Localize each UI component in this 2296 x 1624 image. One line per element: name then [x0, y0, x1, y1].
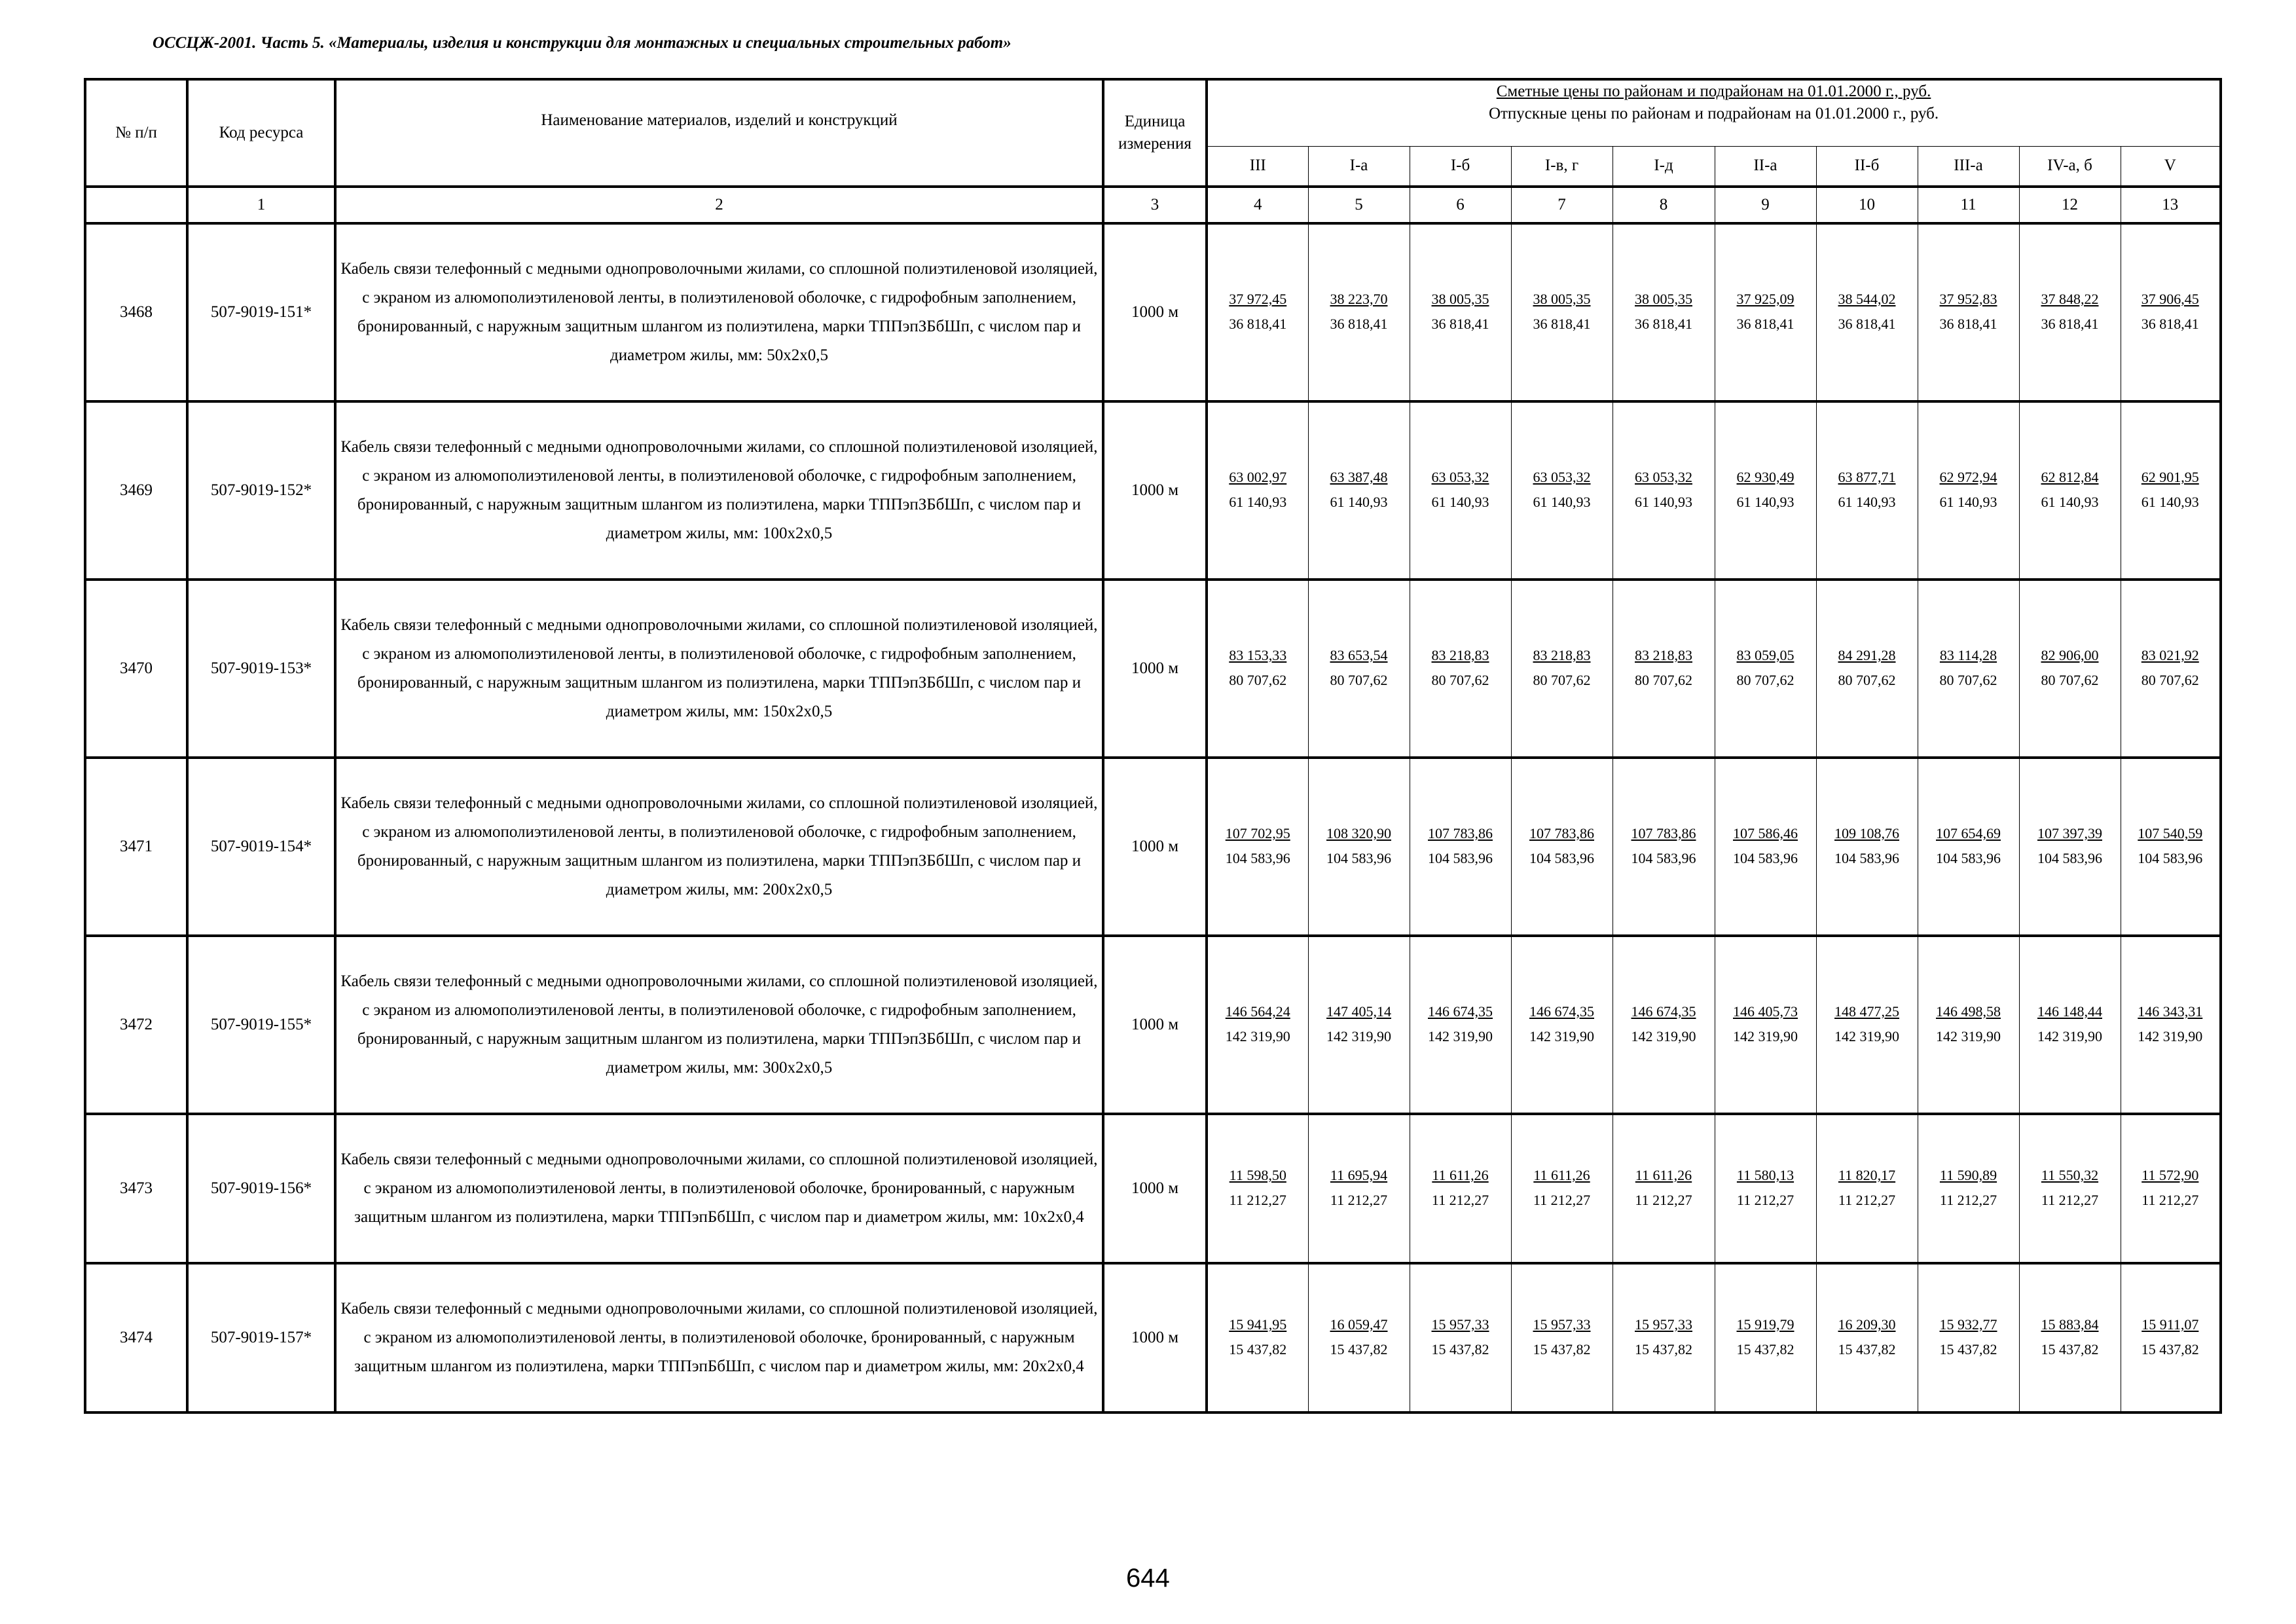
- estimate-price: 146 498,58: [1936, 1003, 2001, 1020]
- column-number: 11: [1918, 187, 2019, 223]
- release-price: 15 437,82: [2041, 1341, 2099, 1357]
- estimate-price: 37 952,83: [1939, 291, 1997, 307]
- release-price: 80 707,62: [1431, 672, 1489, 688]
- header-prices-estimate: Сметные цены по районам и подрайонам на 01.01.2000 г., руб.: [1496, 83, 1931, 100]
- price-cell: [1715, 1263, 1816, 1412]
- unit-of-measure: 1000 м: [1103, 580, 1207, 758]
- header-row: [85, 79, 2221, 146]
- release-price: 80 707,62: [1635, 672, 1692, 688]
- price-cell: [1308, 580, 1410, 758]
- release-price: 36 818,41: [1431, 316, 1489, 332]
- resource-code: 507-9019-151*: [187, 223, 335, 401]
- estimate-price: 62 972,94: [1939, 469, 1997, 485]
- price-cell: [1918, 401, 2019, 580]
- page-number: 644: [1126, 1564, 1170, 1593]
- material-name: Кабель связи телефонный с медными однопроволочными жилами, со сплошной полиэтиленовой изоляцией, с экраном из алюмополиэтиленовой ленты, в полиэтиленовой оболочке, бронированный, с наружным защитным шлангом из полиэтилена, марки ТППэпБбШп, с числом пар и диаметром жилы, мм: 10х2х0,4: [335, 1114, 1103, 1263]
- price-cell: [1918, 223, 2019, 401]
- column-number: 2: [335, 187, 1103, 223]
- price-cell: [1613, 1263, 1715, 1412]
- price-cell: [1308, 1263, 1410, 1412]
- price-cell: [1715, 1114, 1816, 1263]
- price-cell: [1308, 936, 1410, 1114]
- estimate-price: 146 674,35: [1529, 1003, 1594, 1020]
- material-name: Кабель связи телефонный с медными однопроволочными жилами, со сплошной полиэтиленовой изоляцией, с экраном из алюмополиэтиленовой ленты, в полиэтиленовой оболочке, с гидрофобным заполнением, бронированный, с наружным защитным шлангом из полиэтилена, марки ТППэпЗБбШп, с числом пар и диаметром жилы, мм: 300х2х0,5: [335, 936, 1103, 1114]
- estimate-price: 109 108,76: [1834, 825, 1899, 841]
- price-cell: [1410, 401, 1511, 580]
- price-cell: [1207, 223, 1308, 401]
- release-price: 36 818,41: [1736, 316, 1795, 332]
- column-number: 3: [1103, 187, 1207, 223]
- table-row: [85, 758, 2221, 936]
- estimate-price: 37 848,22: [2041, 291, 2099, 307]
- price-cell: [1816, 1263, 1918, 1412]
- estimate-price: 38 223,70: [1330, 291, 1388, 307]
- price-cell: [1613, 223, 1715, 401]
- estimate-price: 11 820,17: [1838, 1167, 1896, 1183]
- estimate-price: 15 919,79: [1736, 1316, 1795, 1333]
- release-price: 142 319,90: [1631, 1028, 1696, 1044]
- release-price: 104 583,96: [2138, 850, 2203, 866]
- price-cell: [1613, 758, 1715, 936]
- release-price: 36 818,41: [1330, 316, 1388, 332]
- price-cell: [1308, 1114, 1410, 1263]
- estimate-price: 16 059,47: [1330, 1316, 1388, 1333]
- release-price: 80 707,62: [1939, 672, 1997, 688]
- estimate-price: 146 148,44: [2037, 1003, 2102, 1020]
- price-cell: [1816, 580, 1918, 758]
- resource-code: 507-9019-152*: [187, 401, 335, 580]
- row-number: 3469: [85, 401, 187, 580]
- material-name: Кабель связи телефонный с медными однопроволочными жилами, со сплошной полиэтиленовой изоляцией, с экраном из алюмополиэтиленовой ленты, в полиэтиленовой оболочке, с гидрофобным заполнением, бронированный, с наружным защитным шлангом из полиэтилена, марки ТППэпЗБбШп, с числом пар и диаметром жилы, мм: 100х2х0,5: [335, 401, 1103, 580]
- column-number: 10: [1816, 187, 1918, 223]
- column-number: 1: [187, 187, 335, 223]
- unit-of-measure: 1000 м: [1103, 1263, 1207, 1412]
- resource-code: 507-9019-153*: [187, 580, 335, 758]
- estimate-price: 147 405,14: [1326, 1003, 1391, 1020]
- release-price: 142 319,90: [1326, 1028, 1391, 1044]
- estimate-price: 146 674,35: [1428, 1003, 1493, 1020]
- estimate-price: 107 540,59: [2138, 825, 2203, 841]
- release-price: 36 818,41: [1229, 316, 1287, 332]
- estimate-price: 63 387,48: [1330, 469, 1388, 485]
- estimate-price: 15 957,33: [1431, 1316, 1489, 1333]
- region-header: II-б: [1816, 146, 1918, 187]
- release-price: 11 212,27: [1939, 1192, 1997, 1208]
- estimate-price: 107 783,86: [1428, 825, 1493, 841]
- release-price: 142 319,90: [1529, 1028, 1594, 1044]
- estimate-price: 107 783,86: [1529, 825, 1594, 841]
- release-price: 11 212,27: [1635, 1192, 1692, 1208]
- estimate-price: 15 957,33: [1533, 1316, 1591, 1333]
- release-price: 80 707,62: [1229, 672, 1287, 688]
- region-header: III: [1207, 146, 1308, 187]
- row-number: 3474: [85, 1263, 187, 1412]
- column-number: 13: [2121, 187, 2221, 223]
- estimate-price: 83 021,92: [2141, 647, 2199, 663]
- release-price: 15 437,82: [2141, 1341, 2199, 1357]
- price-cell: [1918, 1263, 2019, 1412]
- price-cell: [2121, 223, 2221, 401]
- estimate-price: 11 590,89: [1939, 1167, 1997, 1183]
- estimate-price: 16 209,30: [1838, 1316, 1896, 1333]
- estimate-price: 15 957,33: [1635, 1316, 1692, 1333]
- estimate-price: 11 598,50: [1229, 1167, 1286, 1183]
- release-price: 15 437,82: [1330, 1341, 1388, 1357]
- price-cell: [1816, 758, 1918, 936]
- release-price: 104 583,96: [1326, 850, 1391, 866]
- price-cell: [1613, 936, 1715, 1114]
- release-price: 104 583,96: [1936, 850, 2001, 866]
- release-price: 104 583,96: [2037, 850, 2102, 866]
- unit-of-measure: 1000 м: [1103, 223, 1207, 401]
- estimate-price: 63 002,97: [1229, 469, 1287, 485]
- release-price: 80 707,62: [1736, 672, 1795, 688]
- header-num: № п/п: [85, 79, 187, 187]
- price-cell: [1715, 758, 1816, 936]
- release-price: 11 212,27: [1838, 1192, 1896, 1208]
- release-price: 61 140,93: [1229, 494, 1287, 510]
- price-cell: [1613, 580, 1715, 758]
- release-price: 61 140,93: [1431, 494, 1489, 510]
- header-prices: [1207, 79, 2221, 146]
- estimate-price: 107 397,39: [2037, 825, 2102, 841]
- release-price: 15 437,82: [1736, 1341, 1795, 1357]
- material-name: Кабель связи телефонный с медными однопроволочными жилами, со сплошной полиэтиленовой изоляцией, с экраном из алюмополиэтиленовой ленты, в полиэтиленовой оболочке, с гидрофобным заполнением, бронированный, с наружным защитным шлангом из полиэтилена, марки ТППэпЗБбШп, с числом пар и диаметром жилы, мм: 50х2х0,5: [335, 223, 1103, 401]
- estimate-price: 62 930,49: [1736, 469, 1795, 485]
- estimate-price: 83 153,33: [1229, 647, 1287, 663]
- release-price: 142 319,90: [1428, 1028, 1493, 1044]
- release-price: 11 212,27: [1431, 1192, 1489, 1208]
- estimate-price: 83 653,54: [1330, 647, 1388, 663]
- price-cell: [1715, 936, 1816, 1114]
- price-cell: [1511, 401, 1613, 580]
- estimate-price: 146 405,73: [1733, 1003, 1798, 1020]
- price-cell: [1511, 758, 1613, 936]
- price-cell: [2019, 758, 2121, 936]
- price-cell: [1207, 580, 1308, 758]
- estimate-price: 37 925,09: [1736, 291, 1795, 307]
- column-number: 6: [1410, 187, 1511, 223]
- price-cell: [1715, 223, 1816, 401]
- release-price: 36 818,41: [1635, 316, 1692, 332]
- release-price: 80 707,62: [1330, 672, 1388, 688]
- price-cell: [1511, 1114, 1613, 1263]
- release-price: 104 583,96: [1529, 850, 1594, 866]
- price-cell: [2019, 580, 2121, 758]
- release-price: 61 140,93: [1330, 494, 1388, 510]
- release-price: 11 212,27: [2041, 1192, 2099, 1208]
- release-price: 15 437,82: [1939, 1341, 1997, 1357]
- release-price: 104 583,96: [1631, 850, 1696, 866]
- estimate-price: 11 611,26: [1533, 1167, 1590, 1183]
- release-price: 15 437,82: [1838, 1341, 1896, 1357]
- unit-of-measure: 1000 м: [1103, 936, 1207, 1114]
- estimate-price: 83 114,28: [1939, 647, 1997, 663]
- price-cell: [1613, 1114, 1715, 1263]
- release-price: 61 140,93: [1939, 494, 1997, 510]
- price-cell: [1207, 401, 1308, 580]
- estimate-price: 146 674,35: [1631, 1003, 1696, 1020]
- estimate-price: 107 702,95: [1225, 825, 1290, 841]
- estimate-price: 11 550,32: [2041, 1167, 2099, 1183]
- column-number: 7: [1511, 187, 1613, 223]
- estimate-price: 11 580,13: [1736, 1167, 1795, 1183]
- estimate-price: 15 883,84: [2041, 1316, 2099, 1333]
- estimate-price: 84 291,28: [1838, 647, 1896, 663]
- price-cell: [2019, 401, 2121, 580]
- table-row: [85, 1114, 2221, 1263]
- estimate-price: 38 544,02: [1838, 291, 1896, 307]
- row-number: 3473: [85, 1114, 187, 1263]
- price-cell: [2019, 1114, 2121, 1263]
- price-cell: [2019, 223, 2121, 401]
- release-price: 36 818,41: [2041, 316, 2099, 332]
- price-cell: [1410, 758, 1511, 936]
- release-price: 142 319,90: [1834, 1028, 1899, 1044]
- release-price: 61 140,93: [1736, 494, 1795, 510]
- material-name: Кабель связи телефонный с медными однопроволочными жилами, со сплошной полиэтиленовой изоляцией, с экраном из алюмополиэтиленовой ленты, в полиэтиленовой оболочке, бронированный, с наружным защитным шлангом из полиэтилена, марки ТППэпБбШп, с числом пар и диаметром жилы, мм: 20х2х0,4: [335, 1263, 1103, 1412]
- release-price: 36 818,41: [2141, 316, 2199, 332]
- table-row: [85, 936, 2221, 1114]
- header-code: Код ресурса: [187, 79, 335, 187]
- release-price: 15 437,82: [1533, 1341, 1591, 1357]
- release-price: 15 437,82: [1635, 1341, 1692, 1357]
- row-number: 3470: [85, 580, 187, 758]
- price-cell: [1613, 401, 1715, 580]
- price-cell: [1816, 223, 1918, 401]
- estimate-price: 107 586,46: [1733, 825, 1798, 841]
- price-cell: [1308, 223, 1410, 401]
- price-cell: [1715, 580, 1816, 758]
- release-price: 11 212,27: [1229, 1192, 1286, 1208]
- estimate-price: 37 906,45: [2141, 291, 2199, 307]
- price-cell: [1207, 936, 1308, 1114]
- region-header: II-а: [1715, 146, 1816, 187]
- region-header: IV-а, б: [2019, 146, 2121, 187]
- release-price: 104 583,96: [1733, 850, 1798, 866]
- estimate-price: 107 783,86: [1631, 825, 1696, 841]
- release-price: 11 212,27: [1736, 1192, 1795, 1208]
- release-price: 80 707,62: [1838, 672, 1896, 688]
- price-cell: [1410, 936, 1511, 1114]
- column-number: 4: [1207, 187, 1308, 223]
- column-number: 12: [2019, 187, 2121, 223]
- column-number: 8: [1613, 187, 1715, 223]
- estimate-price: 37 972,45: [1229, 291, 1287, 307]
- estimate-price: 63 877,71: [1838, 469, 1896, 485]
- price-cell: [1511, 580, 1613, 758]
- region-header: I-б: [1410, 146, 1511, 187]
- price-cell: [1410, 1263, 1511, 1412]
- estimate-price: 15 932,77: [1939, 1316, 1997, 1333]
- price-cell: [1410, 223, 1511, 401]
- release-price: 61 140,93: [1635, 494, 1692, 510]
- release-price: 15 437,82: [1431, 1341, 1489, 1357]
- estimate-price: 11 611,26: [1432, 1167, 1489, 1183]
- region-header: III-а: [1918, 146, 2019, 187]
- estimate-price: 107 654,69: [1936, 825, 2001, 841]
- release-price: 142 319,90: [2037, 1028, 2102, 1044]
- estimate-price: 38 005,35: [1533, 291, 1591, 307]
- estimate-price: 11 572,90: [2141, 1167, 2199, 1183]
- estimate-price: 11 611,26: [1635, 1167, 1692, 1183]
- price-cell: [1816, 1114, 1918, 1263]
- release-price: 61 140,93: [1838, 494, 1896, 510]
- region-header: I-д: [1613, 146, 1715, 187]
- price-cell: [1511, 223, 1613, 401]
- row-number: 3468: [85, 223, 187, 401]
- estimate-price: 38 005,35: [1635, 291, 1692, 307]
- price-cell: [1715, 401, 1816, 580]
- price-cell: [2121, 758, 2221, 936]
- release-price: 80 707,62: [2141, 672, 2199, 688]
- price-cell: [1918, 936, 2019, 1114]
- release-price: 142 319,90: [1733, 1028, 1798, 1044]
- estimate-price: 62 901,95: [2141, 469, 2199, 485]
- price-cell: [2121, 401, 2221, 580]
- release-price: 80 707,62: [1533, 672, 1591, 688]
- price-cell: [2121, 1114, 2221, 1263]
- estimate-price: 63 053,32: [1533, 469, 1591, 485]
- price-cell: [1207, 1114, 1308, 1263]
- release-price: 104 583,96: [1834, 850, 1899, 866]
- material-name: Кабель связи телефонный с медными однопроволочными жилами, со сплошной полиэтиленовой изоляцией, с экраном из алюмополиэтиленовой ленты, в полиэтиленовой оболочке, с гидрофобным заполнением, бронированный, с наружным защитным шлангом из полиэтилена, марки ТППэпЗБбШп, с числом пар и диаметром жилы, мм: 200х2х0,5: [335, 758, 1103, 936]
- estimate-price: 62 812,84: [2041, 469, 2099, 485]
- region-header: I-а: [1308, 146, 1410, 187]
- row-number: 3472: [85, 936, 187, 1114]
- region-header: I-в, г: [1511, 146, 1613, 187]
- resource-code: 507-9019-156*: [187, 1114, 335, 1263]
- estimate-price: 63 053,32: [1431, 469, 1489, 485]
- estimate-price: 11 695,94: [1330, 1167, 1388, 1183]
- release-price: 36 818,41: [1939, 316, 1997, 332]
- estimate-price: 15 941,95: [1229, 1316, 1287, 1333]
- price-cell: [2121, 580, 2221, 758]
- price-cell: [1207, 1263, 1308, 1412]
- row-number: 3471: [85, 758, 187, 936]
- estimate-price: 63 053,32: [1635, 469, 1692, 485]
- column-number-row: [85, 187, 2221, 223]
- header-prices-release: Отпускные цены по районам и подрайонам на 01.01.2000 г., руб.: [1488, 105, 1939, 122]
- estimate-price: 15 911,07: [2141, 1316, 2199, 1333]
- header-unit: Единица измерения: [1103, 79, 1207, 187]
- price-cell: [1918, 580, 2019, 758]
- price-cell: [1410, 580, 1511, 758]
- material-name: Кабель связи телефонный с медными однопроволочными жилами, со сплошной полиэтиленовой изоляцией, с экраном из алюмополиэтиленовой ленты, в полиэтиленовой оболочке, с гидрофобным заполнением, бронированный, с наружным защитным шлангом из полиэтилена, марки ТППэпЗБбШп, с числом пар и диаметром жилы, мм: 150х2х0,5: [335, 580, 1103, 758]
- release-price: 80 707,62: [2041, 672, 2099, 688]
- column-number: [85, 187, 187, 223]
- table-row: [85, 580, 2221, 758]
- estimate-price: 83 218,83: [1635, 647, 1692, 663]
- estimate-price: 82 906,00: [2041, 647, 2099, 663]
- table-row: [85, 223, 2221, 401]
- release-price: 142 319,90: [2138, 1028, 2203, 1044]
- table-row: [85, 1263, 2221, 1412]
- column-number: 9: [1715, 187, 1816, 223]
- estimate-price: 148 477,25: [1834, 1003, 1899, 1020]
- release-price: 61 140,93: [2041, 494, 2099, 510]
- unit-of-measure: 1000 м: [1103, 758, 1207, 936]
- estimate-price: 108 320,90: [1326, 825, 1391, 841]
- resource-code: 507-9019-155*: [187, 936, 335, 1114]
- price-cell: [2019, 1263, 2121, 1412]
- release-price: 104 583,96: [1225, 850, 1290, 866]
- price-cell: [1511, 1263, 1613, 1412]
- release-price: 142 319,90: [1936, 1028, 2001, 1044]
- table-row: [85, 401, 2221, 580]
- release-price: 61 140,93: [1533, 494, 1591, 510]
- price-cell: [2121, 1263, 2221, 1412]
- document-title: ОССЦЖ-2001. Часть 5. «Материалы, изделия и конструкции для монтажных и специальных строительных работ»: [153, 34, 1011, 52]
- estimate-price: 38 005,35: [1431, 291, 1489, 307]
- estimate-price: 146 343,31: [2138, 1003, 2203, 1020]
- release-price: 11 212,27: [1330, 1192, 1388, 1208]
- price-cell: [2019, 936, 2121, 1114]
- release-price: 11 212,27: [1533, 1192, 1591, 1208]
- unit-of-measure: 1000 м: [1103, 1114, 1207, 1263]
- release-price: 61 140,93: [2141, 494, 2199, 510]
- release-price: 36 818,41: [1533, 316, 1591, 332]
- price-cell: [1511, 936, 1613, 1114]
- price-cell: [1308, 401, 1410, 580]
- estimate-price: 83 218,83: [1533, 647, 1591, 663]
- resource-code: 507-9019-157*: [187, 1263, 335, 1412]
- price-cell: [1816, 401, 1918, 580]
- price-cell: [1918, 1114, 2019, 1263]
- release-price: 36 818,41: [1838, 316, 1896, 332]
- price-cell: [1410, 1114, 1511, 1263]
- price-table: [84, 78, 2222, 1414]
- price-cell: [1308, 758, 1410, 936]
- release-price: 11 212,27: [2141, 1192, 2199, 1208]
- resource-code: 507-9019-154*: [187, 758, 335, 936]
- header-name: Наименование материалов, изделий и конструкций: [335, 79, 1103, 187]
- estimate-price: 83 218,83: [1431, 647, 1489, 663]
- release-price: 142 319,90: [1225, 1028, 1290, 1044]
- unit-of-measure: 1000 м: [1103, 401, 1207, 580]
- release-price: 15 437,82: [1229, 1341, 1287, 1357]
- estimate-price: 146 564,24: [1225, 1003, 1290, 1020]
- release-price: 104 583,96: [1428, 850, 1493, 866]
- price-cell: [1207, 758, 1308, 936]
- region-header: V: [2121, 146, 2221, 187]
- column-number: 5: [1308, 187, 1410, 223]
- estimate-price: 83 059,05: [1736, 647, 1795, 663]
- price-cell: [2121, 936, 2221, 1114]
- price-cell: [1816, 936, 1918, 1114]
- price-cell: [1918, 758, 2019, 936]
